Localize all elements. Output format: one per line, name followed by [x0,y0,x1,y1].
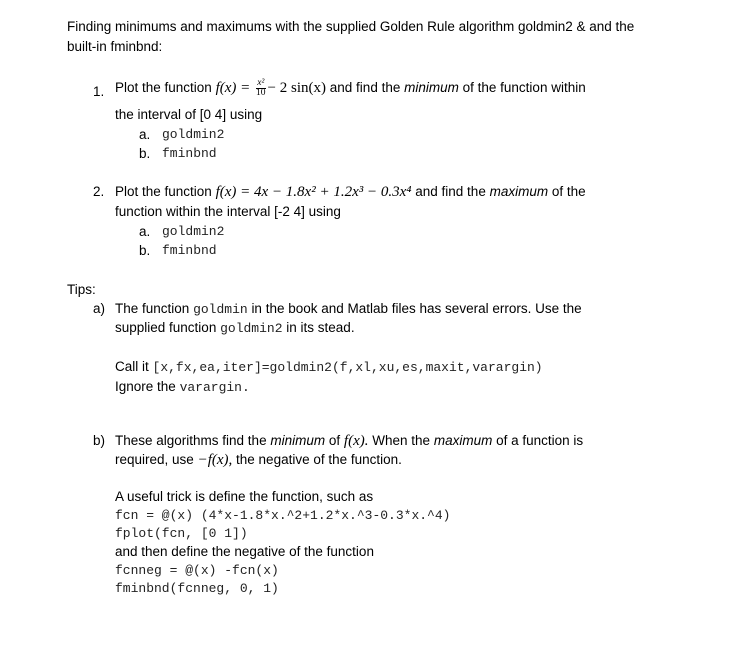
problem-2-function: f(x) = 4x − 1.8x² + 1.2x³ − 0.3x⁴ [215,184,412,200]
problem-1-emphasis: minimum [404,80,459,96]
tip-b-then: and then define the negative of the function [115,544,374,559]
tip-b-code-3: fcnneg = @(x) -fcn(x) [115,563,279,578]
tip-a-l2-pre: supplied function [115,320,217,335]
problem-1-line-1 [115,79,586,98]
tips-heading: Tips: [67,282,96,297]
tip-a-l2-code: goldmin2 [220,321,283,336]
problem-1-function-lhs: f(x) = [215,80,251,97]
tip-a-l2-post: in its stead. [286,320,355,335]
tip-a-line-2 [115,320,355,336]
tip-a-ignore-pre: Ignore the [115,379,176,394]
fraction-denominator: 10 [256,88,266,98]
intro-line-1: Finding minimums and maximums with the supplied Golden Rule algorithm goldmin2 & and the [67,19,635,34]
problem-1-sub-b-label: b. [139,146,151,161]
tip-b-line-2 [115,452,402,469]
problem-1-number: 1. [93,84,105,99]
problem-1-line-2: the interval of [0 4] using [115,107,263,122]
problem-1-function-rest: − 2 sin(x) [267,80,327,97]
problem-1-intro: Plot the function [115,80,212,96]
tip-b-l1-of: of [328,433,341,448]
problem-2-sub-b: fminbnd [162,243,217,258]
problem-1-fraction [256,79,266,98]
intro-line-2: built-in fminbnd: [67,39,163,54]
problem-1-text-c: of the function within [462,80,586,96]
problem-2-line-2: function within the interval [-2 4] using [115,204,341,219]
tip-b-code-2: fplot(fcn, [0 1]) [115,526,248,541]
problem-2-number: 2. [93,184,105,199]
tip-a-label: a) [93,301,106,316]
tip-b-l2-post: the negative of the function. [236,452,402,467]
tip-a-l1-post: in the book and Matlab files has several errors. Use the [251,301,582,316]
tip-a-l1-pre: The function [115,301,190,316]
tip-b-label: b) [93,433,106,448]
tip-b-l1-mid: When the [372,433,431,448]
problem-2-text-c: of the [551,184,586,199]
tip-b-code-4: fminbnd(fcnneg, 0, 1) [115,581,279,596]
problem-2-sub-a: goldmin2 [162,224,225,239]
problem-2-text-b: and find the [415,184,486,199]
tip-a-call-code: [x,fx,ea,iter]=goldmin2(f,xl,xu,es,maxit,varargin) [152,360,543,375]
problem-1-sub-a: goldmin2 [162,127,225,142]
tip-a-line-1 [115,301,582,317]
tip-a-call-line [115,359,543,375]
problem-1-sub-b: fminbnd [162,146,217,161]
tip-b-code-1: fcn = @(x) (4*x-1.8*x.^2+1.2*x.^3-0.3*x.^4) [115,508,451,523]
tip-b-l1-emphasis-2: maximum [433,433,493,448]
tip-b-l1-emphasis: minimum [270,433,326,448]
tip-a-call-pre: Call it [115,359,149,374]
problem-2-emphasis: maximum [489,184,549,199]
tip-a-ignore-line [115,379,250,395]
tip-b-l2-pre: required, use [115,452,194,467]
tip-b-l1-post: of a function is [496,433,584,448]
problem-1-sub-a-label: a. [139,127,151,142]
tip-a-l1-code: goldmin [193,302,248,317]
problem-1-text-b: and find the [329,80,401,96]
tip-b-l1-function: f(x). [343,433,369,449]
tip-b-l1-pre: These algorithms find the [115,433,267,448]
problem-2-sub-b-label: b. [139,243,151,258]
tip-b-trick: A useful trick is define the function, such as [115,489,374,504]
tip-a-ignore-code: varargin. [179,380,250,395]
problem-2-sub-a-label: a. [139,224,151,239]
tip-b-l2-function: −f(x), [197,452,233,468]
fraction-numerator: x² [257,78,265,88]
problem-2-intro: Plot the function [115,184,212,199]
tip-b-line-1 [115,433,583,450]
problem-2-line-1 [115,184,586,201]
